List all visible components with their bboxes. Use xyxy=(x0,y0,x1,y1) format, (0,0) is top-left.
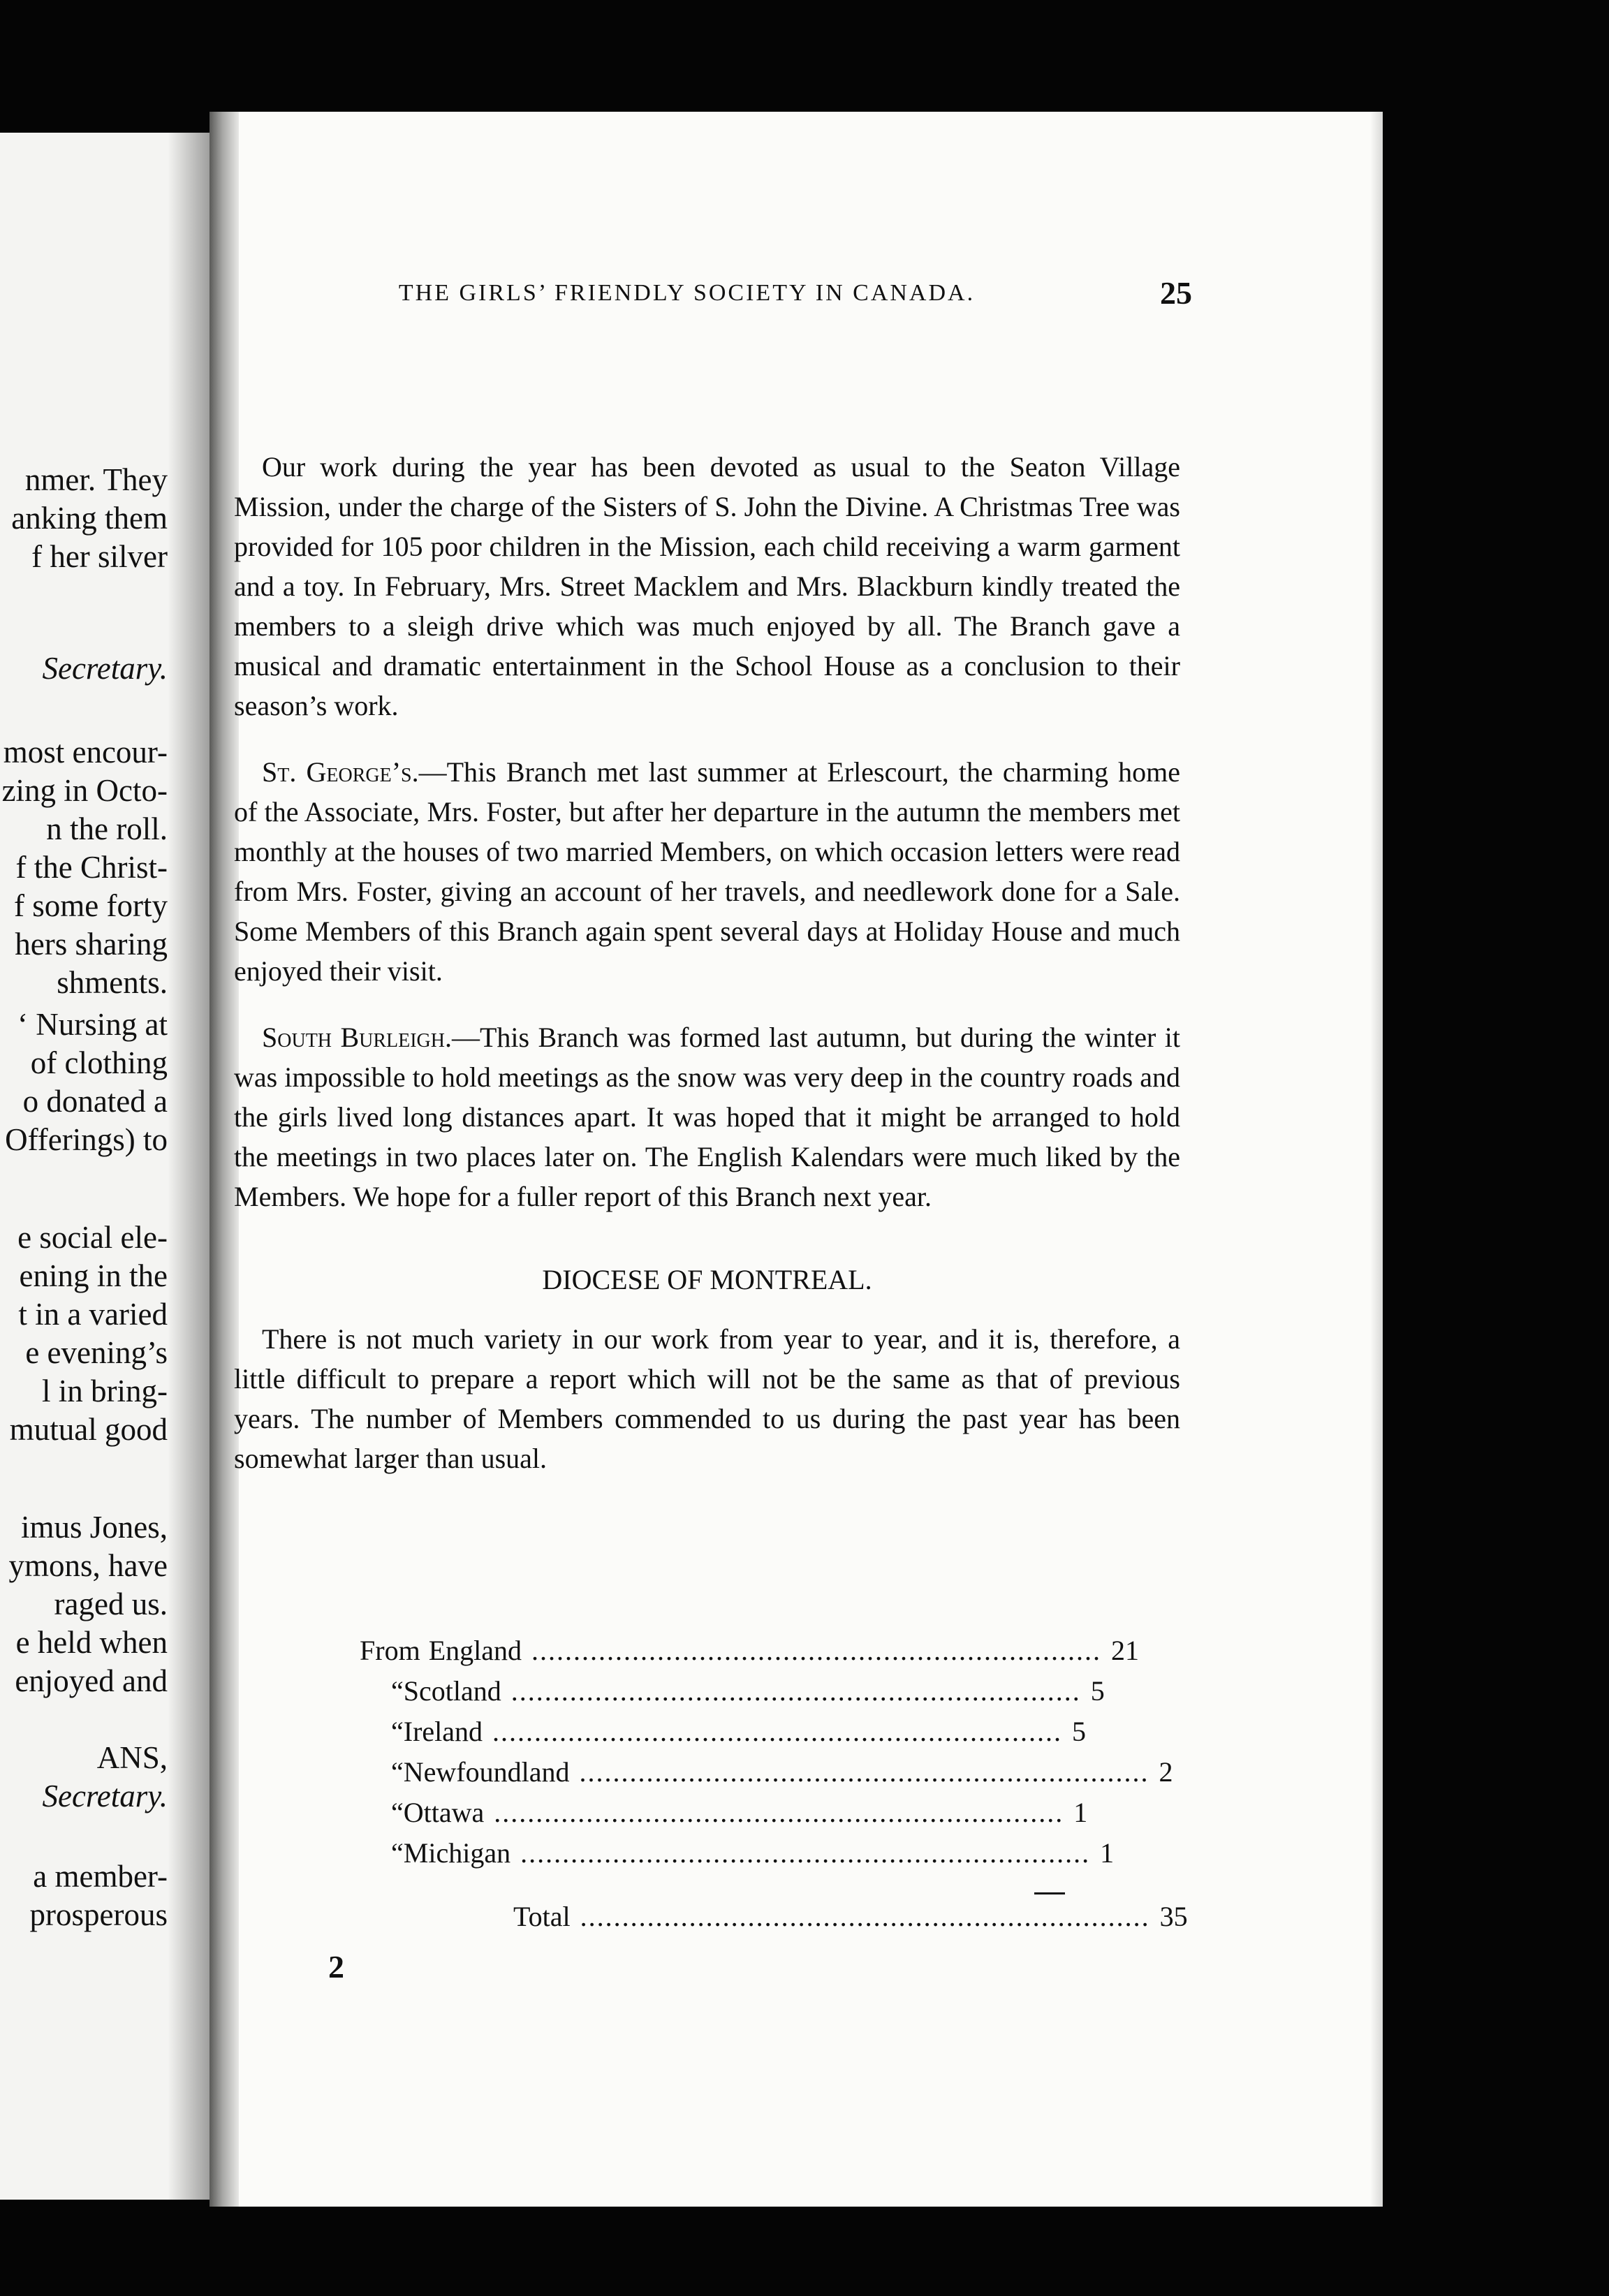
paragraph-south-burleigh xyxy=(234,1017,1180,1216)
table-row xyxy=(360,1837,1115,1877)
left-page-line: f her silver xyxy=(31,539,168,574)
left-page-line: enjoyed and xyxy=(15,1663,168,1698)
row-place: England xyxy=(428,1635,522,1666)
paragraph-st-georges-body: —This Branch met last summer at Erlescourt, the charming home of the Associate, Mrs. Foster, but after her departure in the autumn the members met monthly at the houses of two married Members, on which occasion letters were read from Mrs. Foster, giving an account of her travels, and needlework done for a Sale. Some Members of this Branch again spent several days at Holiday House and much enjoyed their visit. xyxy=(234,756,1181,987)
table-row xyxy=(360,1675,1105,1715)
total-row xyxy=(360,1900,1188,1941)
left-page-line: f the Christ- xyxy=(15,850,168,885)
left-page-line: shments. xyxy=(57,965,168,1000)
branch-name-south-burleigh: South Burleigh. xyxy=(262,1022,452,1053)
running-head: THE GIRLS’ FRIENDLY SOCIETY IN CANADA. xyxy=(398,280,976,306)
left-page-line: Secretary. xyxy=(42,651,168,686)
left-page-line: nmer. They xyxy=(24,462,168,497)
paragraph-seaton-mission: Our work during the year has been devoted as usual to the Seaton Village Mission, under the charge of the Sisters of S. John the Divine. A Christmas Tree was provided for 105 poor children in the Mission, each child receiving a warm garment and a toy. In February, Mrs. Street Macklem and Mrs. Blackburn kindly treated the members to a sleigh drive which was much enjoyed by all. The Branch gave a musical and dramatic entertainment in the School House as a conclusion to their season’s work. xyxy=(234,451,1180,721)
left-page-line: zing in Octo- xyxy=(1,773,168,808)
left-page-line: a member- xyxy=(33,1859,168,1894)
left-page-line: n the roll. xyxy=(46,811,168,846)
left-page-line: raged us. xyxy=(54,1587,168,1621)
paragraph-st-georges xyxy=(234,752,1180,991)
leader-dots: .................................................................... xyxy=(492,1716,1063,1747)
row-count: 1 xyxy=(1073,1797,1088,1828)
row-place: Scotland xyxy=(403,1675,501,1707)
ditto-mark: “ xyxy=(391,1675,404,1707)
page-number: 25 xyxy=(1160,275,1192,311)
left-page-line: l in bring- xyxy=(42,1374,168,1408)
total-value: 35 xyxy=(1159,1901,1188,1932)
leader-dots: .................................................................... xyxy=(579,1756,1149,1788)
left-page-line: e evening’s xyxy=(25,1335,168,1370)
branch-name-st-georges: St. George’s. xyxy=(262,756,419,788)
left-page-gutter-shadow xyxy=(168,133,210,2200)
ditto-mark: “ xyxy=(391,1797,404,1828)
ditto-mark: “ xyxy=(391,1716,404,1747)
ditto-mark: “ xyxy=(391,1837,404,1869)
left-page-line: most encour- xyxy=(3,735,168,770)
table-row xyxy=(360,1756,1173,1796)
members-table-rows xyxy=(360,1634,1173,1877)
page-edge xyxy=(1370,112,1383,2207)
left-page-line: f some forty xyxy=(14,888,168,923)
paragraph-montreal: There is not much variety in our work from year to year, and it is, therefore, a little difficult to prepare a report which will not be the same as that of previous years. The number of Members commended to us during the past year has been somewhat larger than usual. xyxy=(234,1323,1180,1474)
total-rule xyxy=(1034,1892,1065,1894)
members-table xyxy=(360,1634,1188,1941)
left-page-line: ANS, xyxy=(96,1740,168,1775)
left-page-line: imus Jones, xyxy=(20,1510,168,1545)
page-header xyxy=(210,272,1192,314)
row-place: Michigan xyxy=(403,1837,511,1869)
left-page-line: mutual good xyxy=(9,1412,168,1447)
left-page-line: prosperous xyxy=(29,1897,168,1932)
table-row xyxy=(360,1715,1087,1756)
left-page-line: anking them xyxy=(11,501,168,536)
left-page-line: e social ele- xyxy=(17,1220,168,1255)
left-page-line: ‘ Nursing at xyxy=(17,1007,168,1042)
table-row xyxy=(360,1796,1088,1837)
body-text xyxy=(234,447,1180,1478)
left-page-line: hers sharing xyxy=(15,927,168,962)
row-count: 21 xyxy=(1111,1635,1139,1666)
paragraph-south-burleigh-body: —This Branch was formed last autumn, but during the winter it was impossible to hold meetings as the snow was very deep in the country roads and the girls lived long distances apart. It was hoped that it might be arranged to hold the meetings in two places later on. The English Kalendars were much liked by the Members. We hope for a fuller report of this Branch next year. xyxy=(234,1022,1180,1212)
left-page-line: of clothing xyxy=(30,1045,168,1080)
left-page-line: t in a varied xyxy=(18,1297,168,1332)
row-count: 5 xyxy=(1090,1675,1105,1707)
row-count: 1 xyxy=(1100,1837,1115,1869)
row-place: Ottawa xyxy=(403,1797,485,1828)
table-row xyxy=(360,1634,1139,1675)
row-place: Newfoundland xyxy=(403,1756,570,1788)
row-prefix: From xyxy=(360,1635,420,1666)
left-facing-page xyxy=(0,133,210,2200)
total-label: Total xyxy=(513,1901,571,1932)
leader-dots: .................................................................... xyxy=(510,1675,1081,1707)
left-page-line: Offerings) to xyxy=(5,1122,168,1157)
left-page-line: o donated a xyxy=(22,1084,168,1119)
signature-mark: 2 xyxy=(328,1949,344,1985)
section-heading: DIOCESE OF MONTREAL. xyxy=(542,1264,872,1295)
leader-dots: .................................................................... xyxy=(520,1837,1091,1869)
ditto-mark: “ xyxy=(391,1756,404,1788)
leader-dots: .................................................................... xyxy=(580,1901,1150,1932)
leader-dots: .................................................................... xyxy=(531,1635,1101,1666)
row-count: 2 xyxy=(1159,1756,1173,1788)
left-page-line: ening in the xyxy=(19,1258,168,1293)
left-page-line: Secretary. xyxy=(42,1779,168,1813)
row-place: Ireland xyxy=(403,1716,483,1747)
left-page-line: ymons, have xyxy=(8,1548,168,1583)
leader-dots: .................................................................... xyxy=(494,1797,1064,1828)
left-page-line: e held when xyxy=(15,1625,168,1660)
row-count: 5 xyxy=(1072,1716,1087,1747)
